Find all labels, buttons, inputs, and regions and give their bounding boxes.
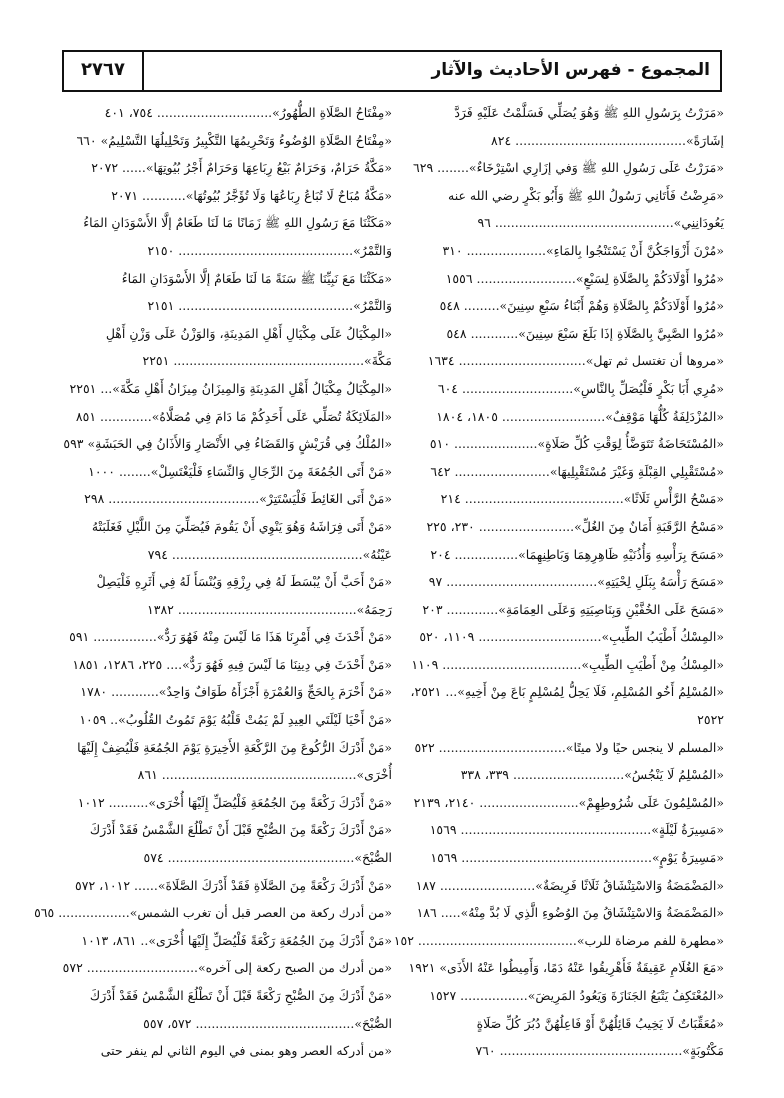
- index-entry-line: «المَضْمَضَةُ وَالاسْتِنْشَاقُ ثَلَاثًا فَرِيضَةٌ»........................ ١٨٧: [415, 877, 724, 893]
- index-column-left: [34, 99, 392, 1065]
- index-entry-line: «المُسْتَحَاضَةُ تَتَوَضَّأُ لِوَقْتِ كُلِّ صَلَاةٍ»..................... ٥١٠: [429, 436, 724, 452]
- index-entry-line: «المُسْلِمُ لَا يَنْجُسُ»............................ ٣٣٩، ٣٣٨: [460, 767, 724, 783]
- header-divider: [142, 52, 144, 90]
- index-entry-line: «المِكْيَالُ عَلَى مِكْيَالِ أَهْلِ المَدِينَةِ، وَالوَزْنُ عَلَى وَزْنِ أَهْلِ: [105, 325, 392, 341]
- index-column-right: [393, 99, 724, 1065]
- index-entry-line: «مُرُوا الصَّبِيَّ بِالصَّلَاةِ إذَا بَلَغَ سَبْعَ سِنِينَ»............ ٥٤٨: [446, 325, 724, 341]
- index-entry-line: «مَنْ أَدْرَكَ مِنَ الصُّبْحِ رَكْعَةً قَبْلَ أَنْ تَطْلُعَ الشَّمْسُ فَقَدْ أَدْرَكَ: [89, 988, 392, 1003]
- index-entry-line: «مَنْ أَحْدَثَ فِي أَمْرِنَا هَذَا مَا لَيْسَ مِنْهُ فَهُوَ رَدٌّ»................ ٥٩١: [69, 629, 392, 645]
- index-entry-line: «من أدرك ركعة من العصر قبل أن تغرب الشمس».................. ٥٦٥: [34, 905, 392, 921]
- page-header: [62, 50, 722, 92]
- index-entry-line: «مُعَقِّبَاتٌ لَا يَخِيبُ قَائِلُهُنَّ أَوْ فَاعِلُهُنَّ دُبُرَ كُلِّ صَلَاةٍ: [476, 1015, 724, 1031]
- index-entry-line: إشَارَةً»........................................... ٨٢٤: [491, 132, 724, 148]
- index-entry-line: «مَسَحَ رَأْسَهُ بِبَلَلِ لِحْيَتِهِ»...................................... ٩٧: [428, 574, 724, 590]
- index-entry-line: «مَنْ أَحْرَمَ بِالحَجِّ وَالعُمْرَةِ أَجْزَأَهُ طَوَافٌ وَاحِدٌ»............ ١٧٨٠: [80, 684, 392, 700]
- index-entry-line: «المَلَائِكَةُ تُصَلِّي عَلَى أَحَدِكُمْ مَا دَامَ فِي مُصَلَّاهُ»............. ٨٥١: [75, 408, 392, 424]
- index-entry-line: أُخْرَى»................................................. ٨٦١: [137, 767, 392, 783]
- index-entry-line: «مَنْ أَدْرَكَ الرُّكُوعَ مِنَ الرَّكْعَةِ الأَخِيرَةِ يَوْمَ الجُمُعَةِ فَلْيُضِفْ إِلَيْهَا: [77, 739, 392, 755]
- index-entry-line: «مَرَرْتُ بِرَسُولِ اللهِ ﷺ وَهُوَ يُصَلِّي فَسَلَّمْتُ عَلَيْهِ فَرَدَّ: [454, 105, 724, 120]
- index-entry-line: مَكَّةَ»................................................ ٢٢٥١: [142, 353, 392, 369]
- index-entry-line: «المُسْلِمُونَ عَلَى شُرُوطِهِمْ»......................... ٢١٤٠، ٢١٣٩: [413, 794, 724, 810]
- index-entry-line: «مَنْ أَدْرَكَ رَكْعَةً مِنَ الصُّبْحِ قَبْلَ أَنْ تَطْلُعَ الشَّمْسُ فَقَدْ أَدْرَكَ: [89, 822, 392, 838]
- index-entry-line: «مَنْ أَدْرَكَ مِنَ الجُمُعَةِ رَكْعَةً فَلْيُصَلِّ إِلَيْهَا أُخْرَى».. ٨٦١، ١٠١٣: [81, 932, 392, 948]
- index-entry-line: ٢٥٢٢: [697, 712, 724, 728]
- index-entry-line: «المَضْمَضَةُ وَالاسْتِنْشَاقُ مِنَ الوُضُوءِ الَّذِي لَا بُدَّ مِنْهُ»..... ١٨٦: [416, 905, 724, 921]
- index-entry-line: «المُسْلِمُ أَخُو المُسْلِمِ، فَلَا يَحِلُّ لِمُسْلِمٍ بَاعَ مِنْ أَخِيهِ»... ٢٥٢١،: [410, 684, 724, 700]
- index-entry-line: «مَعَ الغُلَامِ عَقِيقَةٌ فَأَهْرِيقُوا عَنْهُ دَمًا، وَأَمِيطُوا عَنْهُ الأَذَى» ١٩٢١: [408, 960, 724, 976]
- index-entry-line: «المُلْكُ فِي قُرَيْشٍ وَالقَضَاءُ فِي الأَنْصَارِ وَالأَذَانُ فِي الحَبَشَةِ» ٥٩٣: [63, 436, 392, 452]
- index-entry-line: وَالتَّمْرُ»............................................ ٢١٥٠: [147, 242, 392, 258]
- index-entry-line: «مَرَرْتُ عَلَى رَسُولِ اللهِ ﷺ وَفي إزَارِي اسْتِرْخَاءٌ»........ ٦٢٩: [413, 160, 724, 176]
- index-entry-line: «مَسِيرَةُ لَيْلَةٍ»................................................ ١٥٦٩: [429, 822, 724, 838]
- index-entry-line: «مَسْحُ الرَّقَبَةِ أَمَانٌ مِنَ الغُلِّ»........................ ٢٣٠، ٢٢٥: [426, 518, 724, 534]
- index-entry-line: «مَنْ أَتَى الجُمُعَةَ مِنَ الرِّجَالِ وَالنِّسَاءِ فَلْيَغْتَسِلْ»........ ١٠٠٠: [88, 463, 392, 479]
- index-entry-line: «مَكَثْنَا مَعَ نَبِيِّنَا ﷺ سَنَةً مَا لَنَا طَعَامٌ إلَّا الأَسْوَدَانِ المَاءُ: [121, 270, 392, 286]
- index-entry-line: «المِكْيَالُ مِكْيَالُ أَهْلِ المَدِينَةِ وَالمِيزَانُ مِيزَانُ أَهْلِ مَكَّةَ»... ٢٢٥١: [69, 380, 392, 396]
- index-entry-line: «من أدركه العصر وهو بمنى في اليوم الثاني لم ينفر حتى: [100, 1043, 392, 1059]
- index-entry-line: «مَنْ أَتَى الغَائِطَ فَلْيَسْتَتِرْ»...................................... ٢٩٨: [84, 491, 392, 507]
- index-entry-line: وَالتَّمْرُ»............................................ ٢١٥١: [147, 298, 392, 314]
- index-entry-line: «المِسْكُ مِنْ أَطْيَبِ الطِّيبِ»................................... ١١٠٩: [411, 656, 724, 672]
- index-entry-line: «مَنْ أَدْرَكَ رَكْعَةً مِنَ الصَّلَاةِ فَقَدْ أَدْرَكَ الصَّلَاةَ»...... ١٠١٢، ٥٧٢: [75, 877, 392, 893]
- page-number: ٢٧٦٧: [81, 59, 125, 80]
- index-entry-line: «مُرْنَ أَزْوَاجَكُنَّ أَنْ يَسْتَنْجُوا بِالمَاءِ».................... ٣١٠: [442, 242, 724, 258]
- index-entry-line: «مَسِيرَةُ يَوْمٍ»................................................ ١٥٦٩: [430, 850, 724, 866]
- index-entry-line: «مَنْ أَحَبَّ أَنْ يُبْسَطَ لَهُ فِي رِزْقِهِ وَيُنْسَأَ لَهُ فِي أَثَرِهِ فَلْيَصِلْ: [96, 574, 392, 590]
- index-entry-line: «مَرِضْتُ فَأَتَانِي رَسُولُ اللهِ ﷺ وَأَبُو بَكْرٍ رضي الله عنه: [448, 187, 724, 203]
- running-title: المجموع - فهرس الأحاديث والآثار: [431, 60, 710, 80]
- index-entry-line: «مَكَّةُ مُبَاحٌ لَا تُبَاعُ رِبَاعُهَا وَلَا تُؤَجَّرُ بُيُوتُهَا»........... ٢٠٧١: [111, 187, 392, 203]
- index-entry-line: «من أدرك من الصبح ركعة إلى آخره»............................ ٥٧٢: [62, 960, 392, 976]
- index-entry-line: الصُّبْحَ»........................................ ٥٧٢، ٥٥٧: [143, 1015, 392, 1031]
- index-entry-line: «مَكَثْنَا مَعَ رَسُولِ اللهِ ﷺ زَمَانًا مَا لَنَا طَعَامٌ إلَّا الأَسْوَدَانِ المَاءُ: [83, 215, 392, 231]
- index-entry-line: «مُسْتَقْبِلِي القِبْلَةِ وَغَيْرَ مُسْتَقْبِلِيهَا»........................ ٦٤٢: [430, 463, 724, 479]
- index-entry-line: «مِفْتَاحُ الصَّلَاةِ الطُّهُورُ»............................. ٧٥٤، ٤٠١: [104, 105, 392, 120]
- index-entry-line: «مطهرة للفم مرضاة للرب»........................................ ١٥٢: [393, 932, 724, 948]
- index-entry-line: «مروها أن تغتسل ثم تهل»................................ ١٦٣٤: [427, 353, 724, 369]
- index-entry-line: مَكْتُوبَةٍ».............................................. ٧٦٠: [475, 1043, 724, 1059]
- index-entry-line: «مَسْحُ الرَّأْسِ ثَلَاثًا»........................................ ٢١٤: [440, 491, 724, 507]
- index-entry-line: «المُزْدَلِفَةُ كُلُّهَا مَوْقِفٌ».......................... ١٨٠٥، ١٨٠٤: [436, 408, 724, 424]
- index-entry-line: «مَنْ أَحْيَا لَيْلَتَي العِيدِ لَمْ يَمُتْ قَلْبُهُ يَوْمَ تَمُوتُ القُلُوبُ».. ١٠٥٩: [79, 712, 392, 728]
- index-entry-line: «مَنْ أَتَى فِرَاشَهُ وَهُوَ يَنْوِي أَنْ يَقُومَ فَيُصَلِّيَ مِنَ اللَّيْلِ فَغَلَبَتْهُ: [91, 518, 392, 534]
- index-entry-line: «المِسْكُ أَطْيَبُ الطِّيبِ»............................... ١١٠٩، ٥٢٠: [419, 629, 724, 645]
- index-entry-line: «المُعْتَكِفُ يَتْبَعُ الجَنَازَةَ وَيَعُودُ المَرِيضَ»................. ١٥٢٧: [429, 988, 724, 1003]
- index-entry-line: «مَنْ أَدْرَكَ رَكْعَةً مِنَ الجُمُعَةِ فَلْيُصَلِّ إِلَيْهَا أُخْرَى».......... ١٠١٢: [77, 794, 392, 810]
- index-entry-line: «مِفْتَاحُ الصَّلَاةِ الوُضُوءُ وَتَحْرِيمُهَا التَّكْبِيرُ وَتَحْلِيلُهَا التَّسْلِيمُ» ٦٦٠: [76, 132, 392, 148]
- index-entry-line: رَحِمَهُ»............................................. ١٣٨٢: [147, 601, 392, 617]
- index-entry-line: «مَسَحَ بِرَأْسِهِ وَأُذُنَيْهِ ظَاهِرِهِمَا وَبَاطِنِهِمَا»................ ٢٠٤: [430, 546, 724, 562]
- index-entry-line: «مُرُوا أَوْلَادَكُمْ بِالصَّلَاةِ وَهُمْ أَبْنَاءُ سَبْعِ سِنِينَ»......... ٥٤٨: [439, 298, 724, 314]
- index-entry-line: عَيْنُهُ»................................................ ٧٩٤: [147, 546, 392, 562]
- index-entry-line: «مَكَّةُ حَرَامٌ، وَحَرَامٌ بَيْعُ رِبَاعِهَا وَحَرَامٌ أَجْرُ بُيُوتِهَا»...... ٢٠٧٢: [91, 160, 392, 176]
- index-entry-line: يَعُودَانِنِي»............................................. ٩٦: [477, 215, 724, 231]
- index-entry-line: «مَنْ أَحْدَثَ فِي دِينِنَا مَا لَيْسَ فِيهِ فَهُوَ رَدٌّ».... ٢٢٥، ١٢٨٦، ١٨٥١: [72, 656, 392, 672]
- index-entry-line: «مُرِي أَبَا بَكْرٍ فَلْيُصَلِّ بِالنَّاسِ»............................ ٦٠٤: [437, 380, 724, 396]
- index-entry-line: «مَسَحَ عَلَى الخُفَّيْنِ وَبِنَاصِيَتِهِ وَعَلَى العِمَامَةِ»............. ٢٠٣: [422, 601, 724, 617]
- index-entry-line: الصُّبْحَ»............................................... ٥٧٤: [143, 850, 392, 866]
- index-entry-line: «مُرُوا أَوْلَادَكُمْ بِالصَّلَاةِ لِسَبْعٍ»......................... ١٥٥٦: [445, 270, 724, 286]
- index-entry-line: «المسلم لا ينجس حيًا ولا ميتًا»................................ ٥٢٢: [414, 739, 724, 755]
